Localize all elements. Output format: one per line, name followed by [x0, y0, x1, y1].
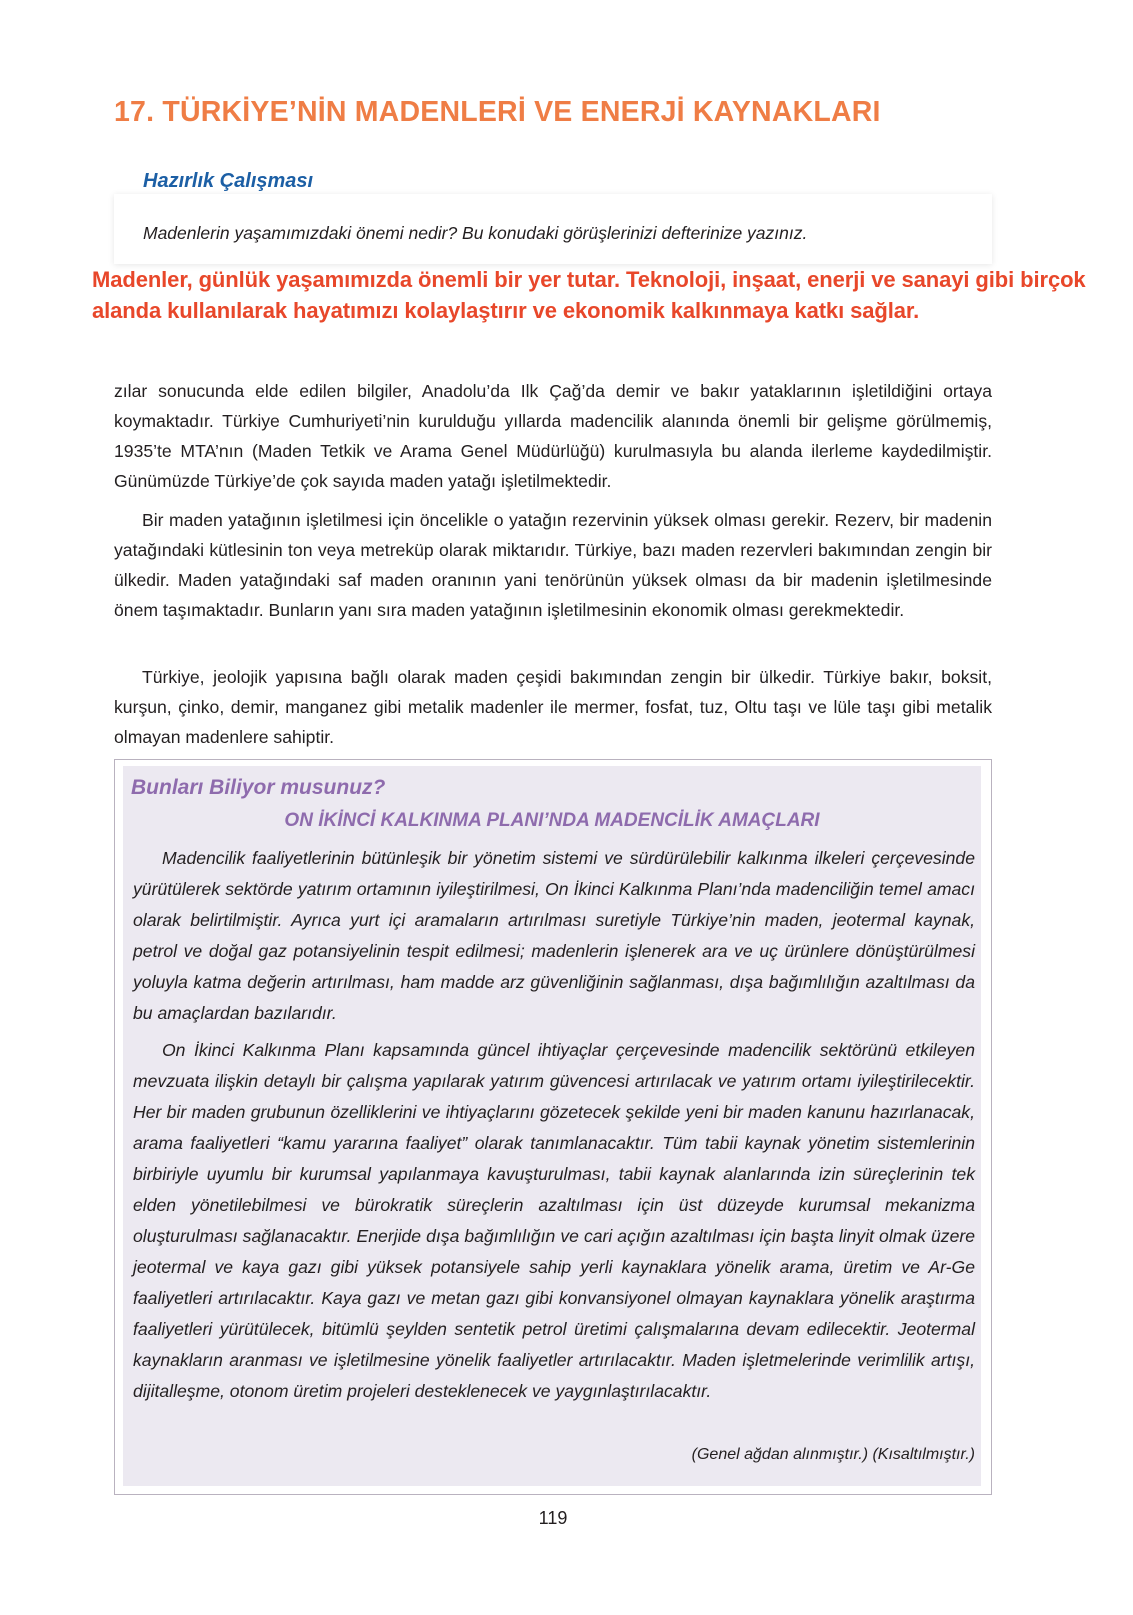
info-box-heading: Bunları Biliyor musunuz?: [131, 776, 386, 799]
body-paragraph-2: Bir maden yatağının işletilmesi için öncelikle o yatağın rezervinin yüksek olması gerekir. Rezerv, bir madenin yatağındaki kütlesinin ton veya metreküp olarak miktarıdır. Türkiye, bazı maden rezervleri bakımından zengin bir ülkedir. Maden yatağındaki saf maden oranının yani tenörünün yüksek olması da bir madenin işletilmesinde önem taşımaktadır. Bunların yanı sıra maden yatağının işletilmesinin ekonomik olması gerekmektedir.: [114, 510, 992, 620]
chapter-title: 17. TÜRKİYE’NİN MADENLERİ VE ENERJİ KAYNAKLARI: [114, 96, 881, 128]
info-box-paragraph-1: Madencilik faaliyetlerinin bütünleşik bir yönetim sistemi ve sürdürülebilir kalkınma ilkeleri çerçevesinde yürütülerek sektörde yatırım ortamının iyileştirilmesi, On İkinci Kalkınma Planı’nda madenciliğin temel amacı olarak belirtilmiştir. Ayrıca yurt içi aramaların artırılması suretiyle Türkiye’nin maden, jeotermal kaynak, petrol ve doğal gaz potansiyelinin tespit edilmesi; madenlerin işlenerek ara ve uç ürünlere dönüştürülmesi yoluyla katma değerin artırılması, ham madde arz güvenliğinin sağlanması, dışa bağımlılığın azaltılması da bu amaçlardan bazılarıdır.: [133, 848, 975, 1023]
info-box-source: (Genel ağdan alınmıştır.) (Kısaltılmıştır.): [691, 1446, 975, 1463]
preparation-heading: Hazırlık Çalışması: [143, 170, 314, 192]
info-box-paragraph-2: On İkinci Kalkınma Planı kapsamında güncel ihtiyaçlar çerçevesinde madencilik sektörünü etkileyen mevzuata ilişkin detaylı bir çalışma yapılarak yatırım güvencesi artırılacak ve yatırım ortamı iyileştirilecektir. Her bir maden grubunun özelliklerini ve ihtiyaçlarını gözetecek şekilde yeni bir maden kanunu hazırlanacak, arama faaliyetleri “kamu yararına faaliyet” olarak tanımlanacaktır. Tüm tabii kaynak yönetim sistemlerinin birbiriyle uyumlu bir kurumsal yapılanmaya kavuşturulması, tabii kaynak alanlarında izin süreçlerinin tek elden yönetilebilmesi ve bürokratik süreçlerin azaltılması için üst düzeyde kurumsal mekanizma oluşturulması sağlanacaktır. Enerjide dışa bağımlılığın ve cari açığın azaltılması için başta linyit olmak üzere jeotermal ve kaya gazı gibi yüksek potansiyele sahip yerli kaynaklara yönelik arama, üretim ve Ar-Ge faaliyetleri artırılacaktır. Kaya gazı ve metan gazı gibi konvansiyonel olmayan kaynaklara yönelik araştırma faaliyetleri yürütülecek, bitümlü şeylden sentetik petrol üretimi çalışmalarına devam edilecektir. Jeotermal kaynakların aranması ve işletilmesine yönelik faaliyetler artırılacaktır. Maden işletmelerinde verimlilik artışı, dijitalleşme, otonom üretim projeleri desteklenecek ve yaygınlaştırılacaktır.: [133, 1040, 975, 1401]
page-number: 119: [538, 1508, 568, 1528]
info-box-subtitle: ON İKİNCİ KALKINMA PLANI’NDA MADENCİLİK AMAÇLARI: [284, 810, 820, 831]
preparation-answer: Madenler, günlük yaşamımızda önemli bir yer tutar. Teknoloji, inşaat, enerji ve sanayi gibi birçok alanda kullanılarak hayatımızı kolaylaştırır ve ekonomik kalkınmaya katkı sağlar.: [92, 267, 1086, 323]
preparation-question: Madenlerin yaşamımızdaki önemi nedir? Bu konudaki görüşlerinizi defterinize yazınız.: [143, 223, 808, 243]
body-paragraph-1: zılar sonucunda elde edilen bilgiler, Anadolu’da Ilk Çağ’da demir ve bakır yataklarının işletildiğini ortaya koymaktadır. Türkiye Cumhuriyeti’nin kurulduğu yıllarda madencilik alanında önemli bir gelişme görülmemiş, 1935’te MTA’nın (Maden Tetkik ve Arama Genel Müdürlüğü) kurulmasıyla bu alanda ilerleme kaydedilmiştir. Günümüzde Türkiye’de çok sayıda maden yatağı işletilmektedir.: [114, 381, 992, 491]
body-paragraph-3: Türkiye, jeolojik yapısına bağlı olarak maden çeşidi bakımından zengin bir ülkedir. Türkiye bakır, boksit, kurşun, çinko, demir, manganez gibi metalik madenler ile mermer, fosfat, tuz, Oltu taşı ve lüle taşı gibi metalik olmayan madenlere sahiptir.: [114, 667, 992, 747]
